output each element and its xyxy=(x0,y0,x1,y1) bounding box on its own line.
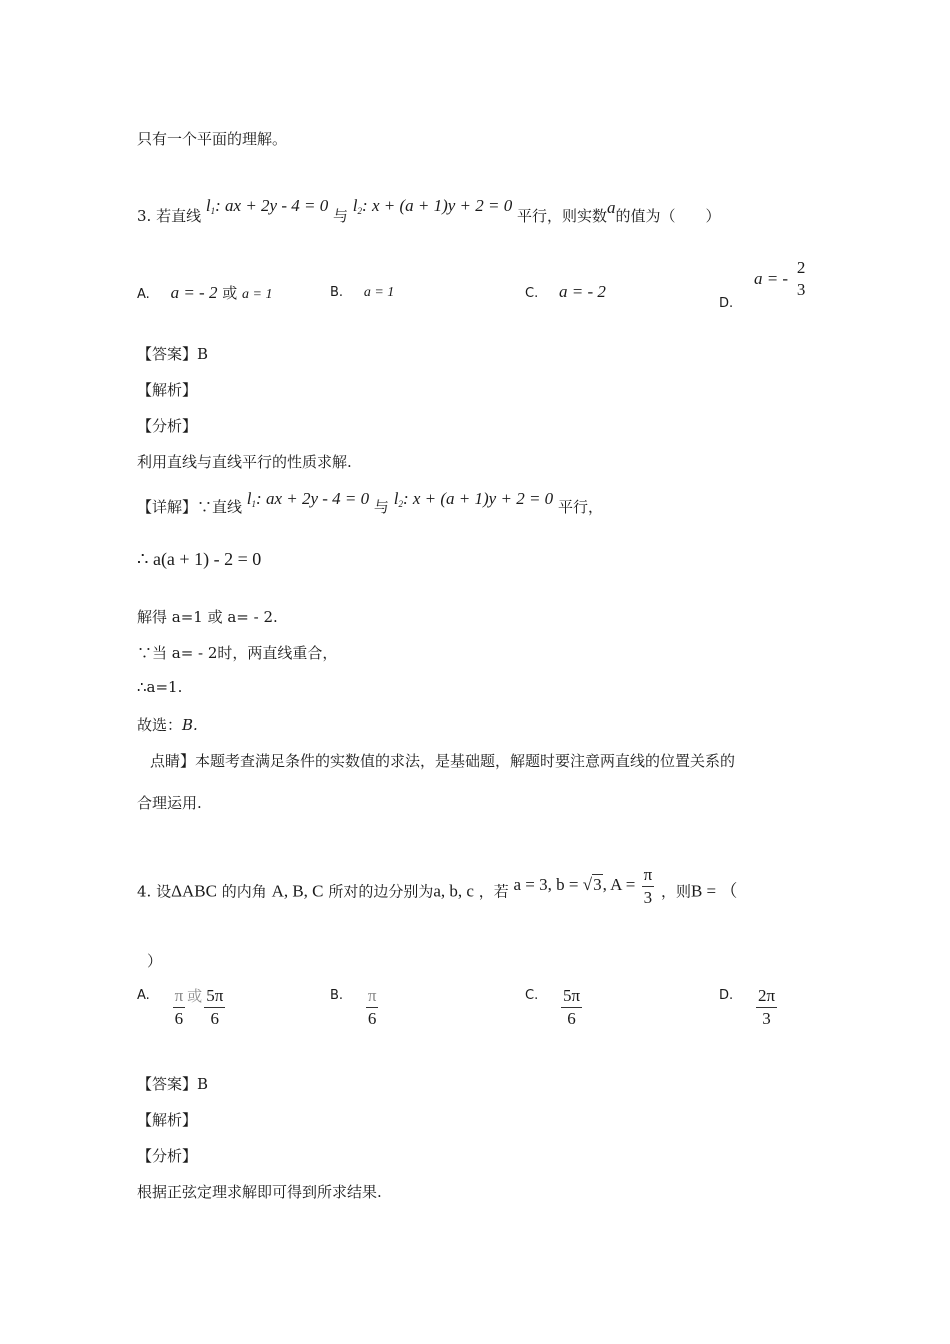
q4-sqrt: √3 xyxy=(582,875,602,895)
q3-step-2: 解得 a=1 或 a= - 2. xyxy=(137,608,278,626)
q4-angles: A, B, C xyxy=(271,881,324,901)
q4-pi-over-3 xyxy=(642,866,655,907)
q3-detail-l1-eq: : ax + 2y - 4 = 0 xyxy=(256,489,370,508)
q4-option-c xyxy=(525,987,584,1028)
q3-detail-l2-eq: : x + (a + 1)y + 2 = 0 xyxy=(402,489,554,508)
q3-l1-eq: : ax + 2y - 4 = 0 xyxy=(215,196,329,215)
q3-l2-label: l xyxy=(352,196,358,215)
q3-comment-1: 点睛】本题考查满足条件的实数值的求法，是基础题，解题时要注意两直线的位置关系的 xyxy=(150,752,736,770)
q4-cond-ab: a = 3, b = xyxy=(513,875,583,895)
q4-option-d-den: 3 xyxy=(762,1008,771,1028)
q3-line2 xyxy=(353,196,512,215)
q4-close-paren: ） xyxy=(147,952,163,970)
q3-detail-l1-label: l xyxy=(246,489,252,508)
q3-detail-yu: 与 xyxy=(373,498,389,516)
q3-step-5-prefix: 故选： xyxy=(137,716,183,734)
q3-line1 xyxy=(206,196,328,215)
q3-option-a-text2: a = 1 xyxy=(242,287,273,302)
q3-detail-l1-sub: 1 xyxy=(251,499,257,509)
q4-option-c-num: 5π xyxy=(561,987,582,1008)
q4-option-d-num: 2π xyxy=(756,987,777,1008)
q4-option-a-den1: 6 xyxy=(174,1008,184,1028)
q3-l1-label: l xyxy=(205,196,211,215)
q4-stem xyxy=(137,865,738,913)
q3-var-a: a xyxy=(607,198,616,217)
q3-yu: 与 xyxy=(333,207,349,225)
q4-pi: π xyxy=(642,866,655,887)
q3-step-1: ∴ a(a + 1) - 2 = 0 xyxy=(137,549,262,569)
q3-option-a-text1: a = - 2 xyxy=(170,283,218,302)
q4-t2: 所对的边分别为 xyxy=(328,882,434,901)
q4-option-a-label: A. xyxy=(137,988,150,1004)
q4-option-a-num2: 5π xyxy=(204,987,225,1008)
q4-jiexi: 【解析】 xyxy=(137,1111,198,1129)
q4-option-a-frac2 xyxy=(204,987,225,1028)
q4-option-a xyxy=(137,987,227,1028)
q4-triangle: ΔABC xyxy=(171,881,217,901)
q3-detail-l2-label: l xyxy=(393,489,399,508)
q4-t1: 的内角 xyxy=(221,882,267,901)
q3-step-5 xyxy=(137,714,198,735)
q4-option-d xyxy=(719,987,779,1028)
q3-option-c-label: C. xyxy=(525,286,539,301)
q4-ask: B = （ xyxy=(690,881,738,901)
q4-option-c-frac xyxy=(561,987,582,1028)
q3-option-d-label: D. xyxy=(719,295,734,311)
q4-option-b-frac xyxy=(366,987,379,1028)
intro-tail-text: 只有一个平面的理解。 xyxy=(137,130,288,148)
q3-detail-line2 xyxy=(394,489,553,508)
q3-stem xyxy=(137,196,721,226)
q4-fenxi: 【分析】 xyxy=(137,1147,198,1165)
q3-detail-line1 xyxy=(247,489,369,508)
q4-option-b-den: 6 xyxy=(367,1008,377,1028)
q4-option-b-num: π xyxy=(366,987,379,1008)
q4-option-b xyxy=(330,987,380,1028)
q4-option-a-or: 或 xyxy=(187,987,203,1006)
q4-sqrt-arg: 3 xyxy=(593,875,602,895)
q4-option-d-label: D. xyxy=(719,988,734,1004)
q3-fenxi: 【分析】 xyxy=(137,417,198,435)
q3-option-c xyxy=(525,282,606,302)
q3-tail-a: 平行，则实数 xyxy=(517,207,608,225)
q4-cond-A: , A = xyxy=(602,875,640,895)
q3-l1-sub: 1 xyxy=(210,206,216,216)
q3-fenxi-text: 利用直线与直线平行的性质求解. xyxy=(137,453,352,471)
q4-three: 3 xyxy=(643,887,653,907)
q3-option-a xyxy=(137,282,273,303)
q3-step-4: ∴a=1. xyxy=(137,678,183,696)
q3-detail xyxy=(137,489,603,517)
q3-detail-lead: 【详解】∵直线 xyxy=(137,498,243,516)
q3-step-3: ∵当 a= - 2时，两直线重合， xyxy=(137,644,338,662)
q3-option-b-text: a = 1 xyxy=(363,285,395,300)
q3-l2-eq: : x + (a + 1)y + 2 = 0 xyxy=(362,196,513,215)
q4-option-a-num1: π xyxy=(173,987,186,1008)
q3-detail-tail: 平行， xyxy=(557,498,603,516)
q4-t3: ，若 xyxy=(478,882,509,901)
q3-option-a-label: A. xyxy=(137,287,150,302)
q4-option-c-den: 6 xyxy=(567,1008,576,1028)
q4-option-d-frac xyxy=(756,987,777,1028)
q4-option-a-den2: 6 xyxy=(210,1008,219,1028)
q3-option-b xyxy=(330,282,394,301)
q3-detail-l2-sub: 2 xyxy=(398,499,403,509)
q3-option-a-or: 或 xyxy=(222,284,238,302)
q4-lead: 4. 设 xyxy=(137,882,172,901)
q3-l2-sub: 2 xyxy=(357,206,363,216)
q3-option-d xyxy=(719,258,809,311)
q3-option-c-text: a = - 2 xyxy=(559,282,606,301)
q3-tail-b: 的值为（ ） xyxy=(615,207,721,225)
q3-jiexi: 【解析】 xyxy=(137,381,198,399)
q3-option-d-den: 3 xyxy=(796,279,806,299)
q3-step-5-choice: B. xyxy=(182,716,198,734)
q4-option-b-label: B. xyxy=(330,988,344,1004)
q4-condition xyxy=(513,865,657,907)
q3-option-d-num: 2 xyxy=(796,258,806,277)
q4-fenxi-text: 根据正弦定理求解即可得到所求结果. xyxy=(137,1183,382,1201)
q4-sides: a, b, c xyxy=(433,881,474,901)
q4-option-c-label: C. xyxy=(525,988,539,1004)
q3-lead: 3. 若直线 xyxy=(137,207,202,225)
q4-answer: 【答案】B xyxy=(137,1075,209,1093)
q3-answer: 【答案】B xyxy=(137,345,209,363)
q3-comment-2: 合理运用. xyxy=(137,794,202,812)
q4-t4: ，则 xyxy=(660,882,691,901)
q4-option-a-frac1 xyxy=(173,987,186,1028)
q3-option-d-fraction xyxy=(795,259,808,299)
q3-option-d-prefix: a = - xyxy=(753,268,789,288)
q3-option-b-label: B. xyxy=(330,285,344,300)
